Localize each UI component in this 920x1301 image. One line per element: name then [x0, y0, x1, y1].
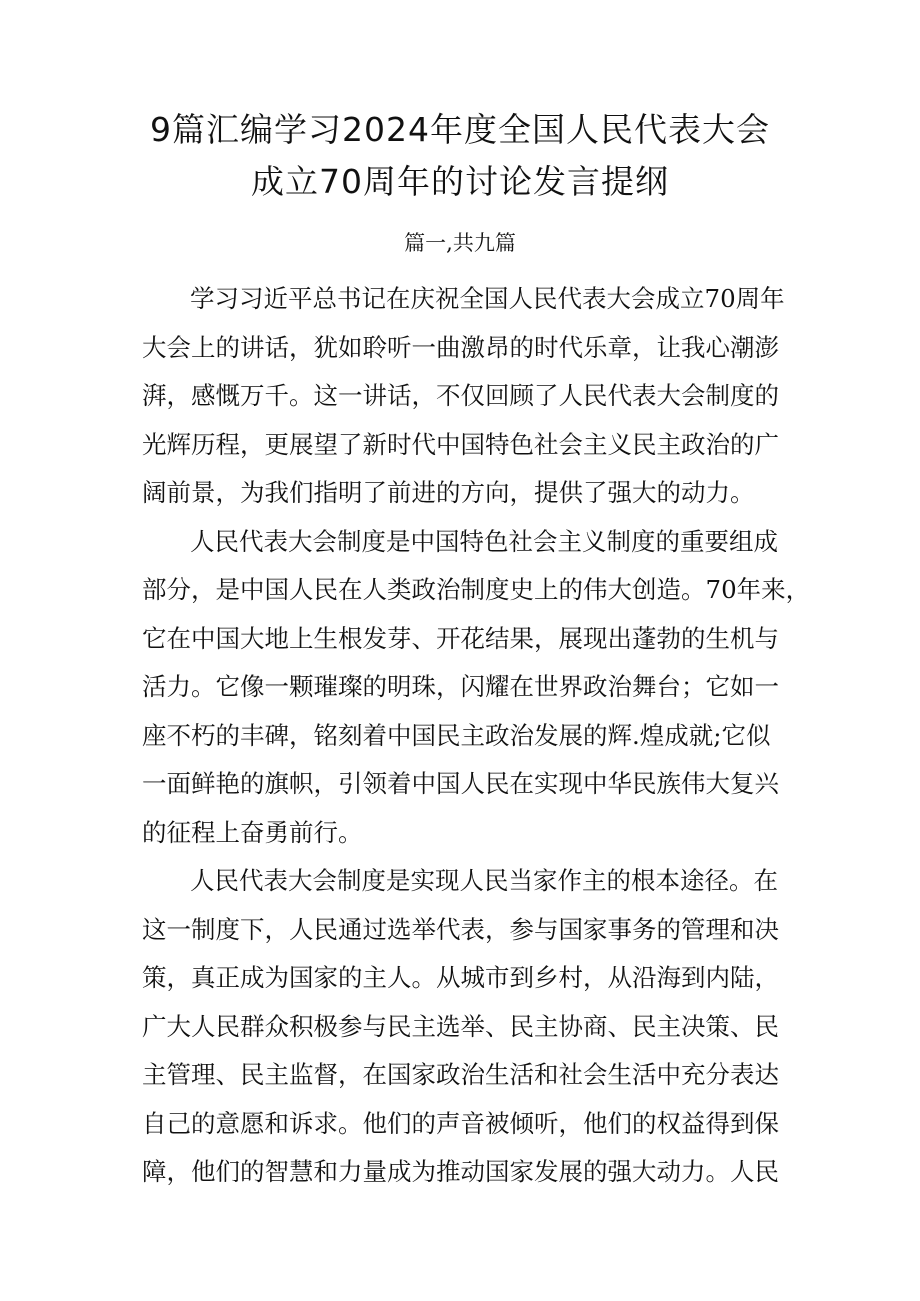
paragraph-line: 主管理、民主监督，在国家政治生活和社会生活中充分表达	[142, 1060, 779, 1089]
paragraph-line: 大会上的讲话，犹如聆听一曲激昂的时代乐章，让我心潮澎	[142, 332, 779, 362]
paragraph-line: 人民代表大会制度是实现人民当家作主的根本途径。在	[190, 866, 778, 895]
paragraph-line: 的征程上奋勇前行。	[142, 817, 363, 847]
paragraph-line: 它在中国大地上生根发芽、开花结果，展现出蓬勃的生机与	[142, 623, 779, 653]
paragraph-line: 活力。它像一颗璀璨的明珠，闪耀在世界政治舞台；它如一	[142, 672, 779, 701]
paragraph-1	[142, 275, 792, 518]
document-title	[100, 104, 820, 208]
document-body	[142, 275, 811, 1197]
paragraph-line: 部分，是中国人民在人类政治制度史上的伟大创造。70年来，	[142, 575, 811, 604]
paragraph-line: 广大人民群众积极参与民主选举、民主协商、民主决策、民	[142, 1011, 779, 1041]
paragraph-line: 策，真正成为国家的主人。从城市到乡村，从沿海到内陆，	[142, 963, 779, 992]
paragraph-2	[142, 518, 811, 858]
paragraph-line: 自己的意愿和诉求。他们的声音被倾听，他们的权益得到保	[142, 1108, 779, 1138]
paragraph-line: 湃，感慨万千。这一讲话，不仅回顾了人民代表大会制度的	[142, 381, 779, 410]
paragraph-line: 学习习近平总书记在庆祝全国人民代表大会成立70周年	[190, 284, 785, 313]
paragraph-line: 障，他们的智慧和力量成为推动国家发展的强大动力。人民	[142, 1157, 779, 1186]
paragraph-line: 座不朽的丰碑，铭刻着中国民主政治发展的辉.煌成就;它似	[142, 720, 771, 750]
paragraph-line: 光辉历程，更展望了新时代中国特色社会主义民主政治的广	[142, 429, 779, 459]
paragraph-3	[142, 857, 792, 1197]
title-line-2: 成立70周年的讨论发言提纲	[251, 162, 669, 201]
paragraph-line: 阔前景，为我们指明了前进的方向，提供了强大的动力。	[142, 478, 755, 507]
document-subtitle: 篇一,共九篇	[404, 231, 516, 255]
paragraph-line: 这一制度下，人民通过选举代表，参与国家事务的管理和决	[142, 914, 779, 944]
paragraph-line: 人民代表大会制度是中国特色社会主义制度的重要组成	[190, 526, 778, 556]
paragraph-line: 一面鲜艳的旗帜，引领着中国人民在实现中华民族伟大复兴	[142, 769, 779, 798]
title-line-1: 9篇汇编学习2024年度全国人民代表大会	[150, 110, 770, 149]
